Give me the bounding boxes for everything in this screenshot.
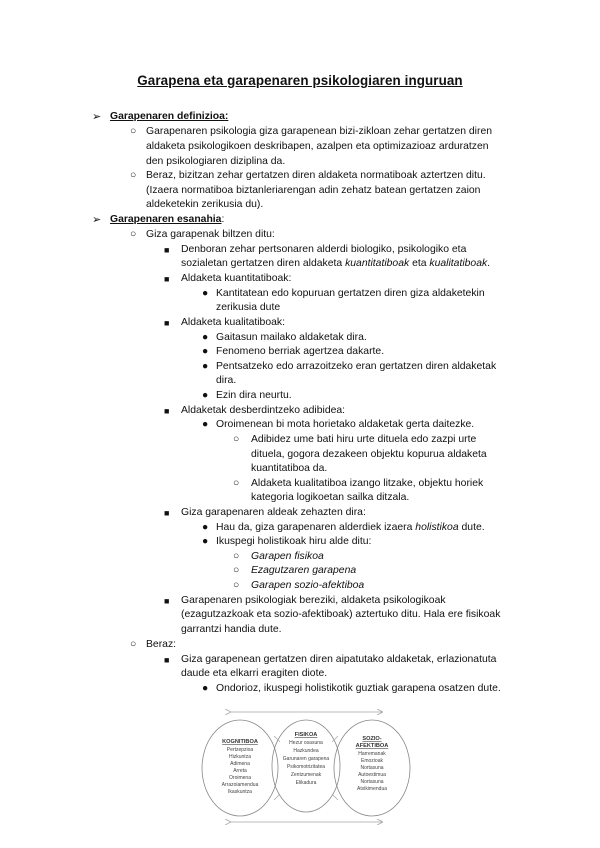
paragraph-line: Aldaketa kualitatiboa izango litzake, objektu horiek [251,478,484,489]
hollow-circle-bullet-icon: ○ [130,639,137,650]
solid-dot-bullet-icon: ● [202,536,209,547]
paragraph-line: Beraz, bizitzan zehar gertatzen diren aldaketa normatiboak aztertzen ditu. [146,170,486,181]
solid-dot-bullet-icon: ● [202,288,209,299]
paragraph-line: Hau da, giza garapenaren alderdiek izaera holistikoa dute. [216,522,485,533]
paragraph-line: garrantzi handia dute. [181,624,282,635]
kognitiboa-item: Adimena [230,761,250,767]
paragraph-line: dira. [216,375,237,386]
paragraph-line: Ezin dira neurtu. [216,390,292,401]
paragraph-line: Beraz: [146,639,177,650]
sozio-item: Nortasuna [360,779,384,785]
hollow-circle-bullet-icon: ○ [130,126,137,137]
fisikoa-item: Elikadura [295,780,317,786]
paragraph-line: Ezagutzaren garapena [251,565,357,576]
sozio-item: Nortasuna [360,765,384,771]
paragraph-line: Garapenaren psikologia giza garapenean bizi-zikloan zehar gertatzen diren [146,126,492,137]
paragraph-line: Ikuspegi holistikoak hiru alde ditu: [216,536,372,547]
paragraph-line: zerikusia dute [216,302,281,313]
paragraph-line: Kantitatean edo kopuruan gertatzen diren giza aldaketekin [216,288,485,299]
paragraph-line: aldeketekin zerikusia du). [146,199,264,210]
paragraph-line: Aldaketa kualitatiboak: [181,317,285,328]
paragraph-line: Ondorioz, ikuspegi holistikotik guztiak garapena osatzen dute. [216,683,501,694]
paragraph-line: Aldaketak desberdintzeko adibidea: [181,405,346,416]
arrow-bullet-icon: ➢ [92,111,102,123]
sozio-title-line2: AFEKTIBOA [355,743,389,749]
square-bullet-icon: ■ [164,406,170,416]
hollow-circle-bullet-icon: ○ [130,170,137,181]
paragraph-line: daude eta elkarri eragiten diote. [181,668,328,679]
paragraph-line: (Izaera normatiboa biztanleriarengan adin zehatz batean gertatzen zaion [146,185,481,196]
sozio-item: Atxikimendua [356,786,388,792]
arrow-bullet-icon: ➢ [92,214,102,226]
sozio-title-line1: SOZIO- [362,736,382,742]
fisikoa-item: Garunaren garapena [282,756,330,762]
hollow-circle-bullet-icon: ○ [233,478,240,489]
solid-dot-bullet-icon: ● [202,522,209,533]
sozio-item: Harremanak [358,751,386,757]
paragraph-line: Giza garapenak biltzen ditu: [146,229,275,240]
kognitiboa-item: Hizkuntza [229,754,251,760]
hollow-circle-bullet-icon: ○ [130,229,137,240]
paragraph-line: sozialetan gertatzen diren aldaketa kuantitatiboak eta kualitatiboak. [181,258,491,269]
paragraph-line: dituela, gogora dezakeen objektu kopurua aldaketa [251,449,487,460]
solid-dot-bullet-icon: ● [202,683,209,694]
paragraph-line: Fenomeno berriak agertzea dakarte. [216,346,385,357]
paragraph-line: Garapen sozio-afektiboa [251,580,365,591]
paragraph-line: Garapenaren psikologiak bereziki, aldaketa psikologikoak [181,595,446,606]
paragraph-line: Giza garapenaren aldeak zehazten dira: [181,507,366,518]
hollow-circle-bullet-icon: ○ [233,565,240,576]
square-bullet-icon: ■ [164,245,170,255]
paragraph-line: Adibidez ume bati hiru urte dituela edo zazpi urte [251,434,477,445]
fisikoa-title: FISIKOA [294,732,318,738]
hollow-circle-bullet-icon: ○ [233,434,240,445]
kognitiboa-title: KOGNITIBOA [222,739,258,745]
solid-dot-bullet-icon: ● [202,419,209,430]
fisikoa-item: Zentzumenak [290,772,322,778]
sozio-item: Emozioak [361,758,383,764]
fisikoa-item: Psikomotrizitatea [286,764,326,770]
solid-dot-bullet-icon: ● [202,346,209,357]
paragraph-line: den psikologiaren diziplina da. [146,156,286,167]
paragraph-line: Oroimenean bi mota horietako aldaketak gerta daitezke. [216,419,475,430]
kognitiboa-item: Oroimena [229,775,251,781]
square-bullet-icon: ■ [164,274,170,284]
solid-dot-bullet-icon: ● [202,390,209,401]
paragraph-line: kuantitatiboa da. [251,463,328,474]
section-heading-definizioa: Garapenaren definizioa: [110,111,229,122]
paragraph-line: Garapen fisikoa [251,551,324,562]
square-bullet-icon: ■ [164,508,170,518]
section-heading-esanahia: Garapenaren esanahia: [110,214,225,225]
paragraph-line: Giza garapenean gertatzen diren aipatutako aldaketak, erlazionatuta [181,654,497,665]
paragraph-line: kategoria logikoetan sailka ditzala. [251,492,410,503]
paragraph-line: aldaketa psikologikoen deskribapen, azalpen eta optimizazioaz arduratzen [146,141,489,152]
kognitiboa-item: Pertzepzioa [226,747,254,753]
sozio-item: Autoestimua [358,772,386,778]
square-bullet-icon: ■ [164,318,170,328]
paragraph-line: Gaitasun mailako aldaketak dira. [216,332,367,343]
hollow-circle-bullet-icon: ○ [233,580,240,591]
paragraph-line: Aldaketa kuantitatiboak: [181,273,292,284]
square-bullet-icon: ■ [164,655,170,665]
square-bullet-icon: ■ [164,596,170,606]
solid-dot-bullet-icon: ● [202,361,209,372]
kognitiboa-item: Arrazoiamendua [221,782,259,788]
kognitiboa-item: Ikaskuntza [228,789,252,795]
fisikoa-item: Hezur osasuna [289,740,323,746]
fisikoa-item: Hazkundea [293,748,319,754]
paragraph-line: Denboran zehar pertsonaren alderdi biologiko, psikologiko eta [181,244,467,255]
kognitiboa-item: Arreta [233,768,247,774]
hollow-circle-bullet-icon: ○ [233,551,240,562]
page-title: Garapena eta garapenaren psikologiaren inguruan [137,73,463,88]
holistic-development-diagram [200,700,412,830]
paragraph-line: (ezagutzazkoak eta sozio-afektiboak) aztertuko ditu. Hala ere fisikoak [181,609,501,620]
solid-dot-bullet-icon: ● [202,332,209,343]
paragraph-line: Pentsatzeko edo arrazoitzeko eran gertatzen diren aldaketak [216,361,497,372]
